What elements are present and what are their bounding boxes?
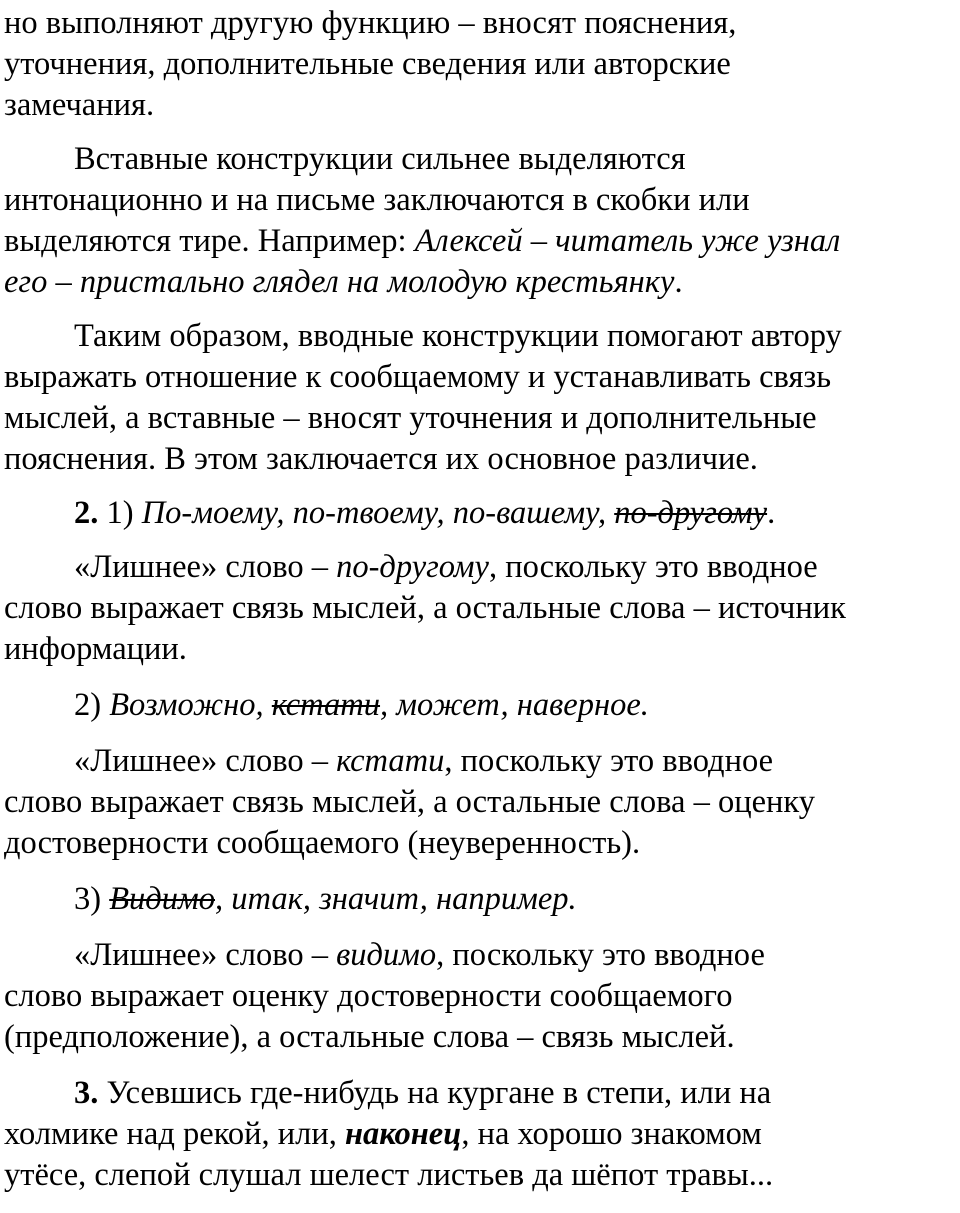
expl2-extra-word: кстати <box>336 743 445 779</box>
task3-line-2-text-b: , на хорошо знакомом <box>461 1116 762 1152</box>
insert-constructions-line-1: Вставные конструкции сильнее выделяются <box>74 141 686 177</box>
task2-item2-marker: 2) <box>74 687 110 723</box>
document-page <box>4 0 956 1196</box>
task2-expl3-line-3: (предположение), а остальные слова – связь мыслей. <box>4 1019 735 1055</box>
task2-item1-marker: 1) <box>98 495 142 531</box>
expl2-text-a: «Лишнее» слово – <box>74 743 337 779</box>
task2-item1-period: . <box>767 495 776 531</box>
task2-expl3-line-1 <box>4 935 956 976</box>
task2-expl2-line-3: достоверности сообщаемого (неуверенность). <box>4 825 641 861</box>
task2-expl1-line-3: информации. <box>4 631 187 667</box>
task2-item3 <box>4 879 956 920</box>
conclusion-line-4: пояснения. В этом заключается их основное различие. <box>4 441 758 477</box>
task3-highlighted-word: наконец <box>344 1116 462 1152</box>
task3-line-3: утёсе, слепой слушал шелест листьев да шёпот травы... <box>4 1157 774 1193</box>
example-sentence-part-1: Алексей – читатель уже узнал <box>414 223 841 259</box>
task3-line-1-text: Усевшись где-нибудь на кургане в степи, или на <box>98 1075 772 1111</box>
task2-item3-words-rest: , итак, значит, например. <box>215 881 577 917</box>
expl3-text-b: , поскольку это вводное <box>436 937 765 973</box>
conclusion-line-3: мыслей, а вставные – вносят уточнения и дополнительные <box>4 400 817 436</box>
example-sentence-period: . <box>674 264 683 300</box>
task2-item2-words-rest: , может, наверное. <box>380 687 649 723</box>
paragraph-continuation-line-1: но выполняют другую функцию – вносят пояснения, <box>4 5 737 41</box>
insert-constructions-line-4 <box>4 262 956 303</box>
conclusion-line-2: выражать отношение к сообщаемому и устанавливать связь <box>4 359 832 395</box>
expl3-text-a: «Лишнее» слово – <box>74 937 337 973</box>
task3-line-1 <box>4 1073 956 1114</box>
task2-expl1-line-2: слово выражает связь мыслей, а остальные слова – источник <box>4 590 846 626</box>
task2-item3-struck-word: Видимо <box>109 881 215 917</box>
expl3-extra-word: видимо <box>336 937 437 973</box>
task2-expl2-line-1 <box>4 741 956 782</box>
task2-item2-struck-word: кстати <box>271 687 381 723</box>
task2-item1 <box>4 493 956 534</box>
task3-number: 3. <box>74 1075 99 1111</box>
insert-constructions-line-3 <box>4 221 956 262</box>
insert-constructions-text: выделяются тире. Например: <box>4 223 415 259</box>
paragraph-continuation-line-2: уточнения, дополнительные сведения или авторские <box>4 46 731 82</box>
task3-line-2-text-a: холмике над рекой, или, <box>4 1116 345 1152</box>
task2-expl2-line-2: слово выражает связь мыслей, а остальные слова – оценку <box>4 784 816 820</box>
task3-line-2 <box>4 1114 956 1155</box>
task2-item1-struck-word: по-другому <box>614 495 768 531</box>
task2-item3-marker: 3) <box>74 881 110 917</box>
task2-expl1-line-1 <box>4 547 956 588</box>
insert-constructions-line-2: интонационно и на письме заключаются в скобки или <box>4 182 750 218</box>
task2-item2 <box>4 685 956 726</box>
expl1-text-b: , поскольку это вводное <box>488 549 818 585</box>
task2-expl3-line-2: слово выражает оценку достоверности сообщаемого <box>4 978 733 1014</box>
task2-item2-word-1: Возможно, <box>109 687 272 723</box>
task2-number: 2. <box>74 495 99 531</box>
expl2-text-b: , поскольку это вводное <box>444 743 774 779</box>
task2-item1-words: По-моему, по-твоему, по-вашему, <box>141 495 615 531</box>
expl1-text-a: «Лишнее» слово – <box>74 549 337 585</box>
paragraph-continuation-line-3: замечания. <box>4 87 155 123</box>
conclusion-line-1: Таким образом, вводные конструкции помогают автору <box>74 318 842 354</box>
expl1-extra-word: по-другому <box>336 549 489 585</box>
example-sentence-part-2: его – пристально глядел на молодую крестьянку <box>4 264 675 300</box>
